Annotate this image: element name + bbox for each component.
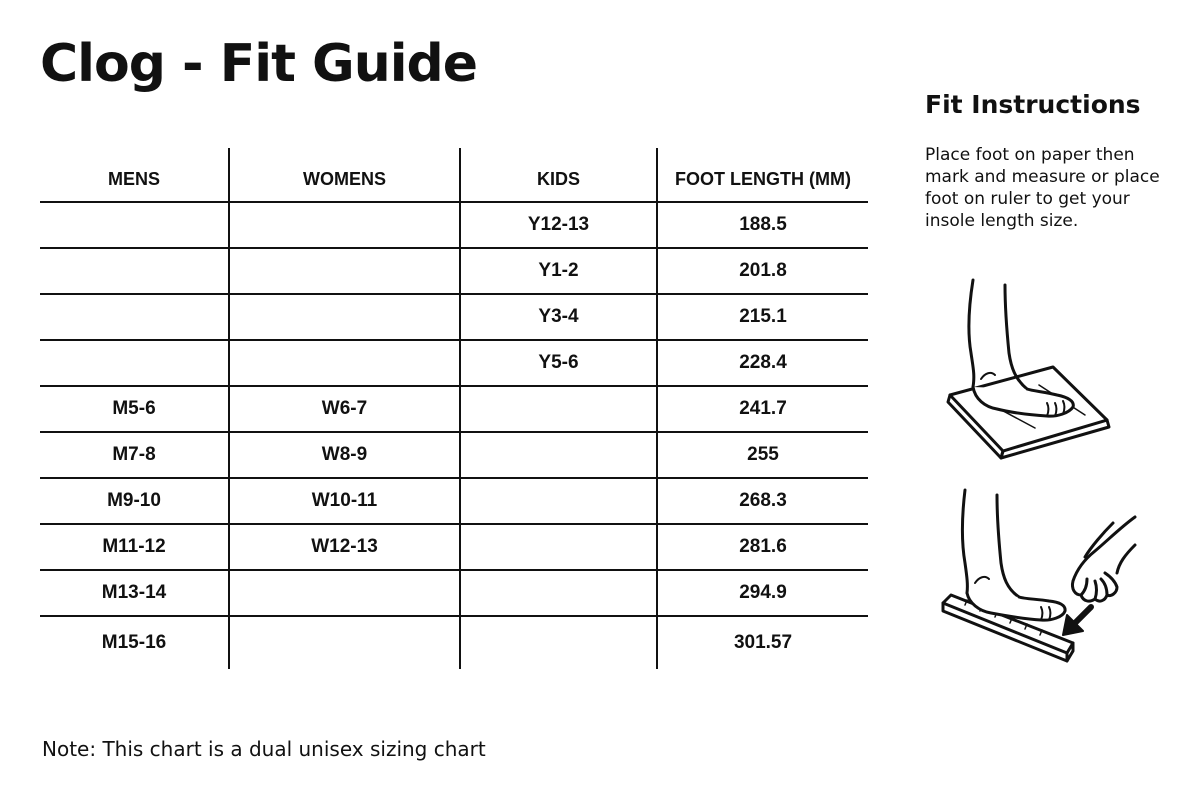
cell-kids: Y5-6 xyxy=(460,340,657,386)
cell-kids xyxy=(460,524,657,570)
foot-on-ruler-illustration xyxy=(935,485,1145,674)
table-row xyxy=(40,202,868,248)
cell-foot-length: 294.9 xyxy=(657,570,868,616)
table-row xyxy=(40,616,868,669)
cell-mens xyxy=(40,294,229,340)
cell-mens: M11-12 xyxy=(40,524,229,570)
table-header-row xyxy=(40,148,868,202)
table-row xyxy=(40,524,868,570)
page-title: Clog - Fit Guide xyxy=(40,34,478,94)
cell-foot-length: 301.57 xyxy=(657,616,868,669)
table-row xyxy=(40,248,868,294)
cell-womens xyxy=(229,570,460,616)
cell-womens xyxy=(229,340,460,386)
cell-foot-length: 188.5 xyxy=(657,202,868,248)
cell-womens xyxy=(229,248,460,294)
instructions-title: Fit Instructions xyxy=(925,90,1141,119)
header-kids: KIDS xyxy=(460,148,657,202)
header-foot-length: FOOT LENGTH (MM) xyxy=(657,148,868,202)
cell-womens xyxy=(229,294,460,340)
cell-kids: Y3-4 xyxy=(460,294,657,340)
cell-womens xyxy=(229,616,460,669)
cell-foot-length: 281.6 xyxy=(657,524,868,570)
size-table xyxy=(40,148,868,669)
foot-on-paper-illustration xyxy=(935,275,1115,464)
cell-foot-length: 255 xyxy=(657,432,868,478)
cell-mens xyxy=(40,202,229,248)
table-row xyxy=(40,478,868,524)
cell-foot-length: 215.1 xyxy=(657,294,868,340)
cell-kids xyxy=(460,570,657,616)
cell-mens: M9-10 xyxy=(40,478,229,524)
cell-foot-length: 201.8 xyxy=(657,248,868,294)
table-row xyxy=(40,570,868,616)
cell-mens: M13-14 xyxy=(40,570,229,616)
cell-foot-length: 241.7 xyxy=(657,386,868,432)
cell-kids: Y12-13 xyxy=(460,202,657,248)
table-row xyxy=(40,340,868,386)
cell-mens: M5-6 xyxy=(40,386,229,432)
cell-kids: Y1-2 xyxy=(460,248,657,294)
note-text: Note: This chart is a dual unisex sizing chart xyxy=(42,737,486,761)
cell-womens: W8-9 xyxy=(229,432,460,478)
cell-kids xyxy=(460,478,657,524)
cell-womens: W12-13 xyxy=(229,524,460,570)
cell-kids xyxy=(460,386,657,432)
cell-mens: M15-16 xyxy=(101,632,167,653)
cell-mens xyxy=(40,340,229,386)
table-row xyxy=(40,432,868,478)
table-row xyxy=(40,386,868,432)
cell-womens: W10-11 xyxy=(229,478,460,524)
header-mens: MENS xyxy=(40,148,229,202)
cell-foot-length: 228.4 xyxy=(657,340,868,386)
header-womens: WOMENS xyxy=(229,148,460,202)
cell-kids xyxy=(460,616,657,669)
cell-mens xyxy=(40,248,229,294)
cell-womens: W6-7 xyxy=(229,386,460,432)
cell-womens xyxy=(229,202,460,248)
size-table-container xyxy=(40,148,868,669)
instructions-text: Place foot on paper then mark and measure or place foot on ruler to get your insole length size. xyxy=(925,145,1160,231)
table-row xyxy=(40,294,868,340)
cell-foot-length: 268.3 xyxy=(657,478,868,524)
cell-mens: M7-8 xyxy=(40,432,229,478)
cell-kids xyxy=(460,432,657,478)
